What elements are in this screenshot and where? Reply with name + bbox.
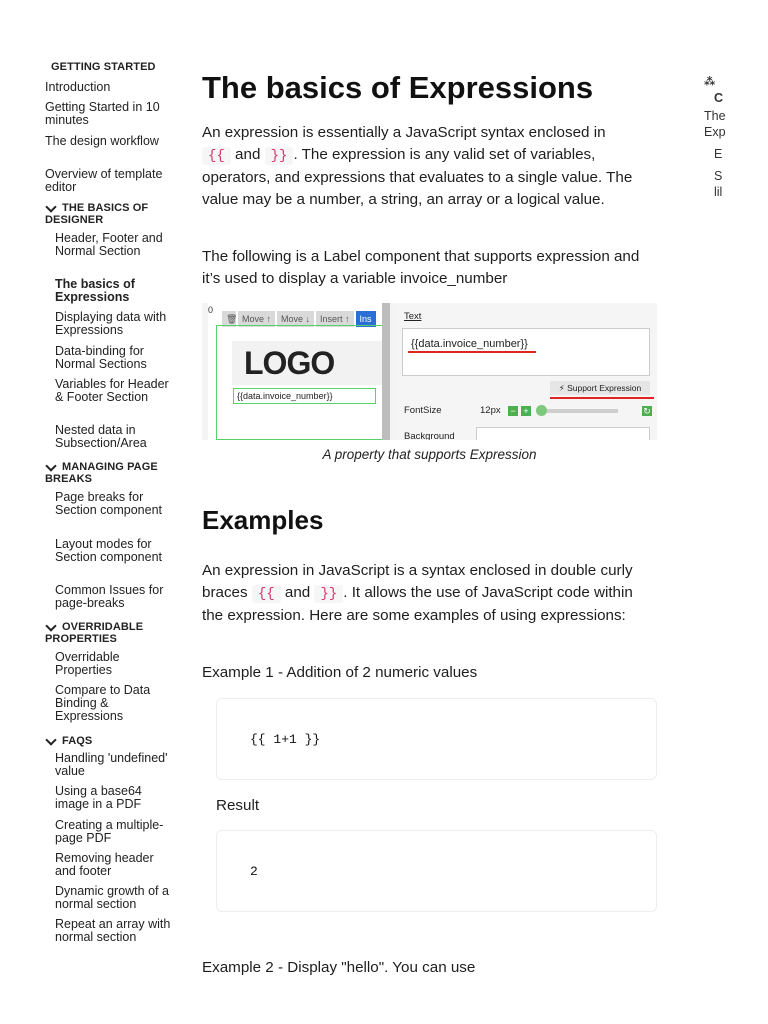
sidebar-item-page-breaks[interactable]: Page breaks for Section component — [55, 490, 163, 517]
sidebar-item-base64[interactable]: Using a base64 image in a PDF — [55, 784, 142, 811]
panel-divider — [382, 303, 390, 440]
text-property-input: {{data.invoice_number}} — [402, 328, 650, 376]
chevron-down-icon — [45, 460, 56, 471]
sidebar-item-introduction[interactable]: Introduction — [45, 80, 111, 94]
slider-knob — [536, 405, 547, 416]
example1-code-block[interactable] — [216, 698, 657, 780]
sidebar-group-basics[interactable]: THE BASICS OF DESIGNER — [45, 202, 149, 226]
sidebar-item-getting-started-10[interactable]: Getting Started in 10 minutes — [45, 100, 160, 127]
label-component: {{data.invoice_number}} — [233, 388, 376, 404]
sidebar-item-dynamic-growth[interactable]: Dynamic growth of a normal section — [55, 884, 169, 911]
plus-icon: + — [521, 406, 531, 416]
result-code-block[interactable] — [216, 830, 657, 912]
sidebar-item-data-binding[interactable]: Data-binding for Normal Sections — [55, 344, 147, 371]
toc-link-s[interactable]: S lil — [714, 169, 723, 199]
example1-code: {{ 1+1 }} — [250, 732, 321, 747]
lightning-icon: ⚡ — [558, 383, 568, 393]
chevron-down-icon — [45, 734, 56, 745]
brace-open-code: {{ — [202, 147, 231, 165]
highlight-underline — [408, 351, 536, 353]
toc-heading: C — [714, 91, 724, 105]
sidebar-item-basics-expressions[interactable]: The basics of Expressions — [55, 277, 135, 304]
move-down-button: Move ↓ — [277, 311, 314, 327]
designer-canvas: 0 🗑 Move ↑ Move ↓ Insert ↑ Ins LOGO {{data.invoice_number}} — [208, 303, 382, 440]
result-label: Result — [216, 797, 260, 814]
brace-open-code: {{ — [252, 585, 281, 603]
sidebar-item-design-workflow[interactable]: The design workflow — [45, 134, 159, 148]
sidebar-item-variables[interactable]: Variables for Header & Footer Section — [55, 377, 169, 404]
label-paragraph: The following is a Label component that supports expression and it’s used to display a variable invoice_number — [202, 248, 640, 287]
text-property-label: Text — [404, 311, 422, 322]
toc-icon: ⁂ — [704, 76, 716, 88]
background-label: Background — [404, 431, 455, 440]
sidebar-group-faqs[interactable]: FAQS — [45, 735, 175, 747]
fontsize-slider — [538, 409, 618, 413]
sidebar-item-displaying-data[interactable]: Displaying data with Expressions — [55, 310, 167, 337]
sidebar-item-repeat-array[interactable]: Repeat an array with normal section — [55, 917, 171, 944]
reset-icon: ↻ — [643, 406, 651, 416]
sidebar-item-undefined[interactable]: Handling 'undefined' value — [55, 751, 168, 778]
fontsize-label: FontSize — [404, 405, 442, 416]
move-up-button: Move ↑ — [238, 311, 275, 327]
insert-button: Ins — [356, 311, 376, 327]
sidebar-item-multipage[interactable]: Creating a multiple-page PDF — [55, 818, 164, 845]
properties-panel — [398, 303, 657, 440]
sidebar-item-nested-data[interactable]: Nested data in Subsection/Area — [55, 423, 147, 450]
sidebar-item-common-issues[interactable]: Common Issues for page-breaks — [55, 583, 164, 610]
insert-up-button: Insert ↑ — [316, 311, 354, 327]
brace-close-code: }} — [314, 585, 343, 603]
highlight-underline-2 — [550, 397, 654, 399]
chevron-down-icon — [45, 201, 56, 212]
sidebar-item-compare[interactable]: Compare to Data Binding & Expressions — [55, 683, 151, 723]
trash-icon: 🗑 — [222, 311, 236, 327]
image-caption: A property that supports Expression — [322, 447, 537, 462]
example1-title: Example 1 - Addition of 2 numeric values — [202, 664, 478, 681]
logo-image: LOGO — [232, 341, 382, 385]
expression-property-screenshot — [202, 303, 657, 440]
example2-title: Example 2 - Display "hello". You can use — [202, 959, 476, 976]
sidebar-item-removing-header[interactable]: Removing header and footer — [55, 851, 154, 878]
table-of-contents — [704, 74, 768, 200]
sidebar-item-overridable[interactable]: Overridable Properties — [55, 650, 120, 677]
sidebar-item-header-footer[interactable]: Header, Footer and Normal Section — [55, 231, 163, 258]
fontsize-value: 12px — [480, 405, 501, 416]
sidebar-group-page-breaks[interactable]: MANAGING PAGE BREAKS — [45, 461, 158, 485]
result-value: 2 — [250, 864, 258, 879]
brace-close-code: }} — [265, 147, 294, 165]
minus-icon: − — [508, 406, 518, 416]
examples-heading: Examples — [202, 505, 324, 535]
intro-paragraph: An expression is essentially a JavaScript syntax enclosed in {{ and }} . The expression is any valid set of variables, operators, and expressions that evaluates to a single value. The value may be a number, a string, an array or a logical value. — [202, 124, 633, 208]
examples-paragraph: An expression in JavaScript is a syntax enclosed in double curly braces {{ and }} . It allows the use of JavaScript code within the expression. Here are some examples of using expressions: — [202, 562, 633, 624]
background-input — [476, 427, 650, 440]
sidebar-item-template-editor[interactable]: Overview of template editor — [45, 167, 163, 194]
sidebar-section-getting-started: GETTING STARTED — [51, 61, 156, 73]
chevron-down-icon — [45, 620, 56, 631]
sidebar-item-layout-modes[interactable]: Layout modes for Section component — [55, 537, 163, 564]
sidebar-group-overridable[interactable]: OVERRIDABLE PROPERTIES — [45, 621, 144, 645]
page-title: The basics of Expressions — [202, 70, 594, 105]
toc-link-examples[interactable]: E — [714, 147, 723, 161]
toc-link-basics[interactable]: The Exp — [704, 109, 726, 139]
support-expression-button: ⚡ Support Expression — [550, 381, 650, 395]
